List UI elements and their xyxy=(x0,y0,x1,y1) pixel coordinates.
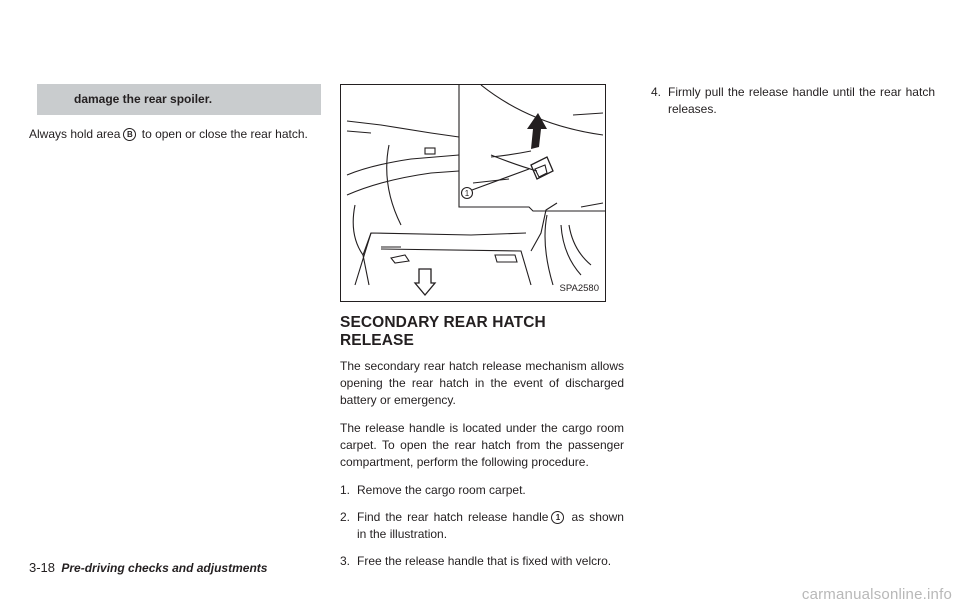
cargo-area-drawing-icon xyxy=(341,85,605,301)
warning-box xyxy=(37,84,321,115)
marker-b-icon: B xyxy=(123,128,136,141)
watermark: carmanualsonline.info xyxy=(801,586,952,603)
figure-caption: SPA2580 xyxy=(559,283,599,294)
column-middle xyxy=(340,84,624,580)
marker-1-icon: 1 xyxy=(551,511,564,524)
chapter-title: Pre-driving checks and adjustments xyxy=(61,561,268,575)
procedure-steps xyxy=(340,482,624,570)
intro-paragraph: The secondary rear hatch release mechanism allows opening the rear hatch in the event of discharged battery or emergency. xyxy=(340,359,624,407)
location-paragraph: The release handle is located under the cargo room carpet. To open the rear hatch from the passenger compartment, perform the following procedure. xyxy=(340,421,624,469)
hold-area-paragraph: Always hold area B to open or close the rear hatch. xyxy=(29,127,308,141)
list-item: 3. Free the release handle that is fixed with velcro. xyxy=(340,554,612,568)
procedure-steps-continued xyxy=(651,84,935,118)
release-handle-illustration xyxy=(340,84,606,302)
page-number: 3-18 xyxy=(29,560,56,575)
list-item: 4. Firmly pull the release handle until the rear hatch releases. xyxy=(651,85,935,116)
list-item: 2. Find the rear hatch release handle 1 as shown in the illustration. xyxy=(340,510,624,541)
section-title: SECONDARY REAR HATCH RELEASE xyxy=(340,314,546,349)
warning-text: damage the rear spoiler. xyxy=(74,92,213,106)
column-right xyxy=(651,84,935,128)
list-item: 1. Remove the cargo room carpet. xyxy=(340,483,526,497)
column-left xyxy=(29,84,313,154)
page-footer xyxy=(29,560,267,575)
callout-label: 1 xyxy=(464,189,470,198)
